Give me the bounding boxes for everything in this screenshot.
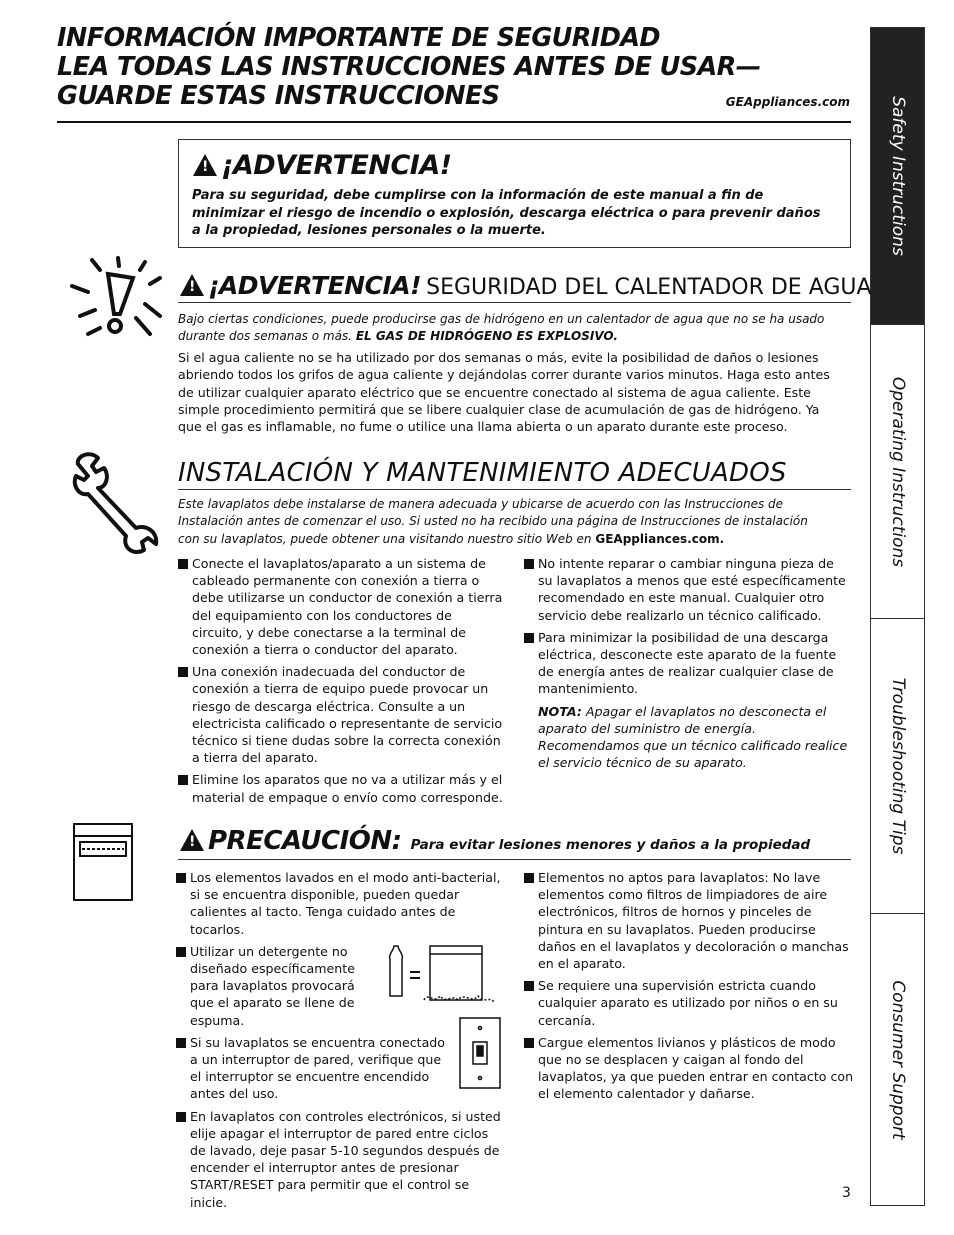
tab-label: Operating Instructions <box>887 376 908 567</box>
list-item: Si su lavaplatos se encuentra conectado a un interruptor de pared, verifique que el interruptor se encuentre encendido antes del uso. <box>176 1034 450 1103</box>
list-item: Cargue elementos livianos y plásticos de modo que no se desplacen y caigan al fondo del lavaplatos, ya que pueden entrar en contacto con el elemento calentador y dañarse. <box>524 1034 854 1103</box>
website-link[interactable]: GEAppliances.com <box>725 95 850 109</box>
title-line-3: GUARDE ESTAS INSTRUCCIONES <box>57 81 500 111</box>
installation-intro-text: Este lavaplatos debe instalarse de manera adecuada y ubicarse de acuerdo con las Instrucciones de Instalación antes de comenzar el uso. Si usted no ha recibido una página de Instrucciones de instalación con su lavaplatos, puede obtener una visitando nuestro sitio Web en <box>178 497 808 546</box>
header-divider <box>57 121 851 123</box>
section-divider <box>178 859 851 860</box>
warning-title <box>193 150 452 181</box>
water-heater-intro-text: Bajo ciertas condiciones, puede producirse gas de hidrógeno en un calentador de agua que no se ha usado durante dos semanas o más. <box>178 312 825 344</box>
list-item: Para minimizar la posibilidad de una descarga eléctrica, desconecte este aparato de la fuente de energía antes de realizar cualquier clase de mantenimiento. <box>524 629 849 698</box>
water-heater-heading <box>180 271 872 300</box>
tab-operating-instructions[interactable] <box>871 325 924 619</box>
page-number: 3 <box>842 1185 851 1201</box>
section-divider <box>178 302 851 303</box>
detergent-foam-illustration <box>384 940 496 1008</box>
installation-website-link[interactable]: GEAppliances.com. <box>595 531 725 546</box>
installation-note <box>524 703 849 772</box>
list-item: Elementos no aptos para lavaplatos: No lave elementos como filtros de limpiadores de aire electrónicos, filtros de hornos y pinceles de pintura en su lavaplatos. Pueden producirse daños en el lavaplatos y decoloración o manchas en el aparato. <box>524 869 854 972</box>
tab-label: Troubleshooting Tips <box>887 677 908 855</box>
list-item: Se requiere una supervisión estricta cuando cualquier aparato es utilizado por niños o en su cercanía. <box>524 977 854 1029</box>
title-line-2: LEA TODAS LAS INSTRUCCIONES ANTES DE USAR— <box>57 52 761 82</box>
tab-label: Safety Instructions <box>887 96 908 256</box>
water-heater-body: Si el agua caliente no se ha utilizado por dos semanas o más, evite la posibilidad de daños o lesiones abriendo todos los grifos de agua caliente y dejándolas correr durante varios minutos. Haga esto antes de utilizar cualquier aparato eléctrico que se encuentre conectado al sistema de agua caliente. Este simple procedimiento permitirá que se libere cualquier clase de acumulación de gas de hidrógeno. Ya que el gas es inflamable, no fume o utilice una llama abierta o un aparato durante este proceso. <box>178 350 830 435</box>
list-item: Conecte el lavaplatos/aparato a un sistema de cableado permanente con conexión a tierra o debe utilizarse un conductor de conexión a tierra del equipamiento con los conductores de circuito, y debe conectarse a la terminal de conexión a tierra o conductor del aparato. <box>178 555 506 658</box>
installation-heading: INSTALACIÓN Y MANTENIMIENTO ADECUADOS <box>178 458 787 488</box>
hydrogen-warning: EL GAS DE HIDRÓGENO ES EXPLOSIVO. <box>355 329 618 344</box>
tab-safety-instructions[interactable] <box>871 28 924 325</box>
caution-heading <box>180 826 810 856</box>
warning-box <box>178 139 851 248</box>
page-title <box>57 23 761 111</box>
caution-title: PRECAUCIÓN: <box>208 826 402 856</box>
warning-triangle-icon <box>193 154 217 176</box>
installation-right-column <box>524 555 849 771</box>
list-item: No intente reparar o cambiar ninguna pieza de su lavaplatos a menos que esté específicamente recomendado en este manual. Cualquier otro servicio debe realizarlo un técnico calificado. <box>524 555 849 624</box>
list-item: Los elementos lavados en el modo anti-bacterial, si se encuentra disponible, pueden quedar calientes al tacto. Tenga cuidado antes de tocarlos. <box>176 869 501 938</box>
tab-consumer-support[interactable] <box>871 914 924 1205</box>
exclamation-burst-icon <box>70 256 165 346</box>
dishwasher-icon <box>72 822 134 902</box>
wrench-icon <box>70 452 160 556</box>
wall-switch-illustration <box>458 1016 502 1090</box>
list-item: Elimine los aparatos que no va a utilizar más y el material de empaque o envío como corresponde. <box>178 771 506 805</box>
list-item: Una conexión inadecuada del conductor de conexión a tierra de equipo puede provocar un riesgo de descarga eléctrica. Consulte a un electricista calificado o representante de servicio técnico si tiene dudas sobre la correcta conexión a tierra del aparato. <box>178 663 506 766</box>
warning-triangle-icon <box>180 274 204 296</box>
water-heater-heading-rest: SEGURIDAD DEL CALENTADOR DE AGUA <box>426 275 872 300</box>
water-heater-heading-bold: ¡ADVERTENCIA! <box>208 271 422 300</box>
caution-subtitle: Para evitar lesiones menores y daños a la propiedad <box>410 837 811 853</box>
title-line-1: INFORMACIÓN IMPORTANTE DE SEGURIDAD <box>57 23 660 53</box>
tab-label: Consumer Support <box>887 979 908 1140</box>
note-label: NOTA: <box>538 703 582 719</box>
installation-left-column <box>178 555 506 811</box>
list-item: Utilizar un detergente no diseñado específicamente para lavaplatos provocará que el aparato se llene de espuma. <box>176 943 365 1029</box>
note-text: Apagar el lavaplatos no desconecta el aparato del suministro de energía. Recomendamos que un técnico calificado realice el servicio técnico de su aparato. <box>538 703 848 771</box>
tab-troubleshooting-tips[interactable] <box>871 619 924 914</box>
water-heater-intro <box>178 311 838 346</box>
warning-title-text: ¡ADVERTENCIA! <box>221 150 452 181</box>
warning-triangle-icon <box>180 829 204 851</box>
installation-intro <box>178 496 828 548</box>
caution-right-column <box>524 869 854 1108</box>
list-item: En lavaplatos con controles electrónicos, si usted elije apagar el interruptor de pared entre ciclos de lavado, deje pasar 5-10 segundos después de encender el interruptor antes de presionar START/RESET para permitir que el control se inicie. <box>176 1108 501 1211</box>
warning-body: Para su seguridad, debe cumplirse con la información de este manual a fin de minimizar el riesgo de incendio o explosión, descarga eléctrica o para prevenir daños a la propiedad, lesiones personales o la muerte. <box>192 188 821 238</box>
section-tabs <box>870 27 925 1206</box>
caution-left-column <box>176 869 501 1216</box>
section-divider <box>178 489 851 490</box>
